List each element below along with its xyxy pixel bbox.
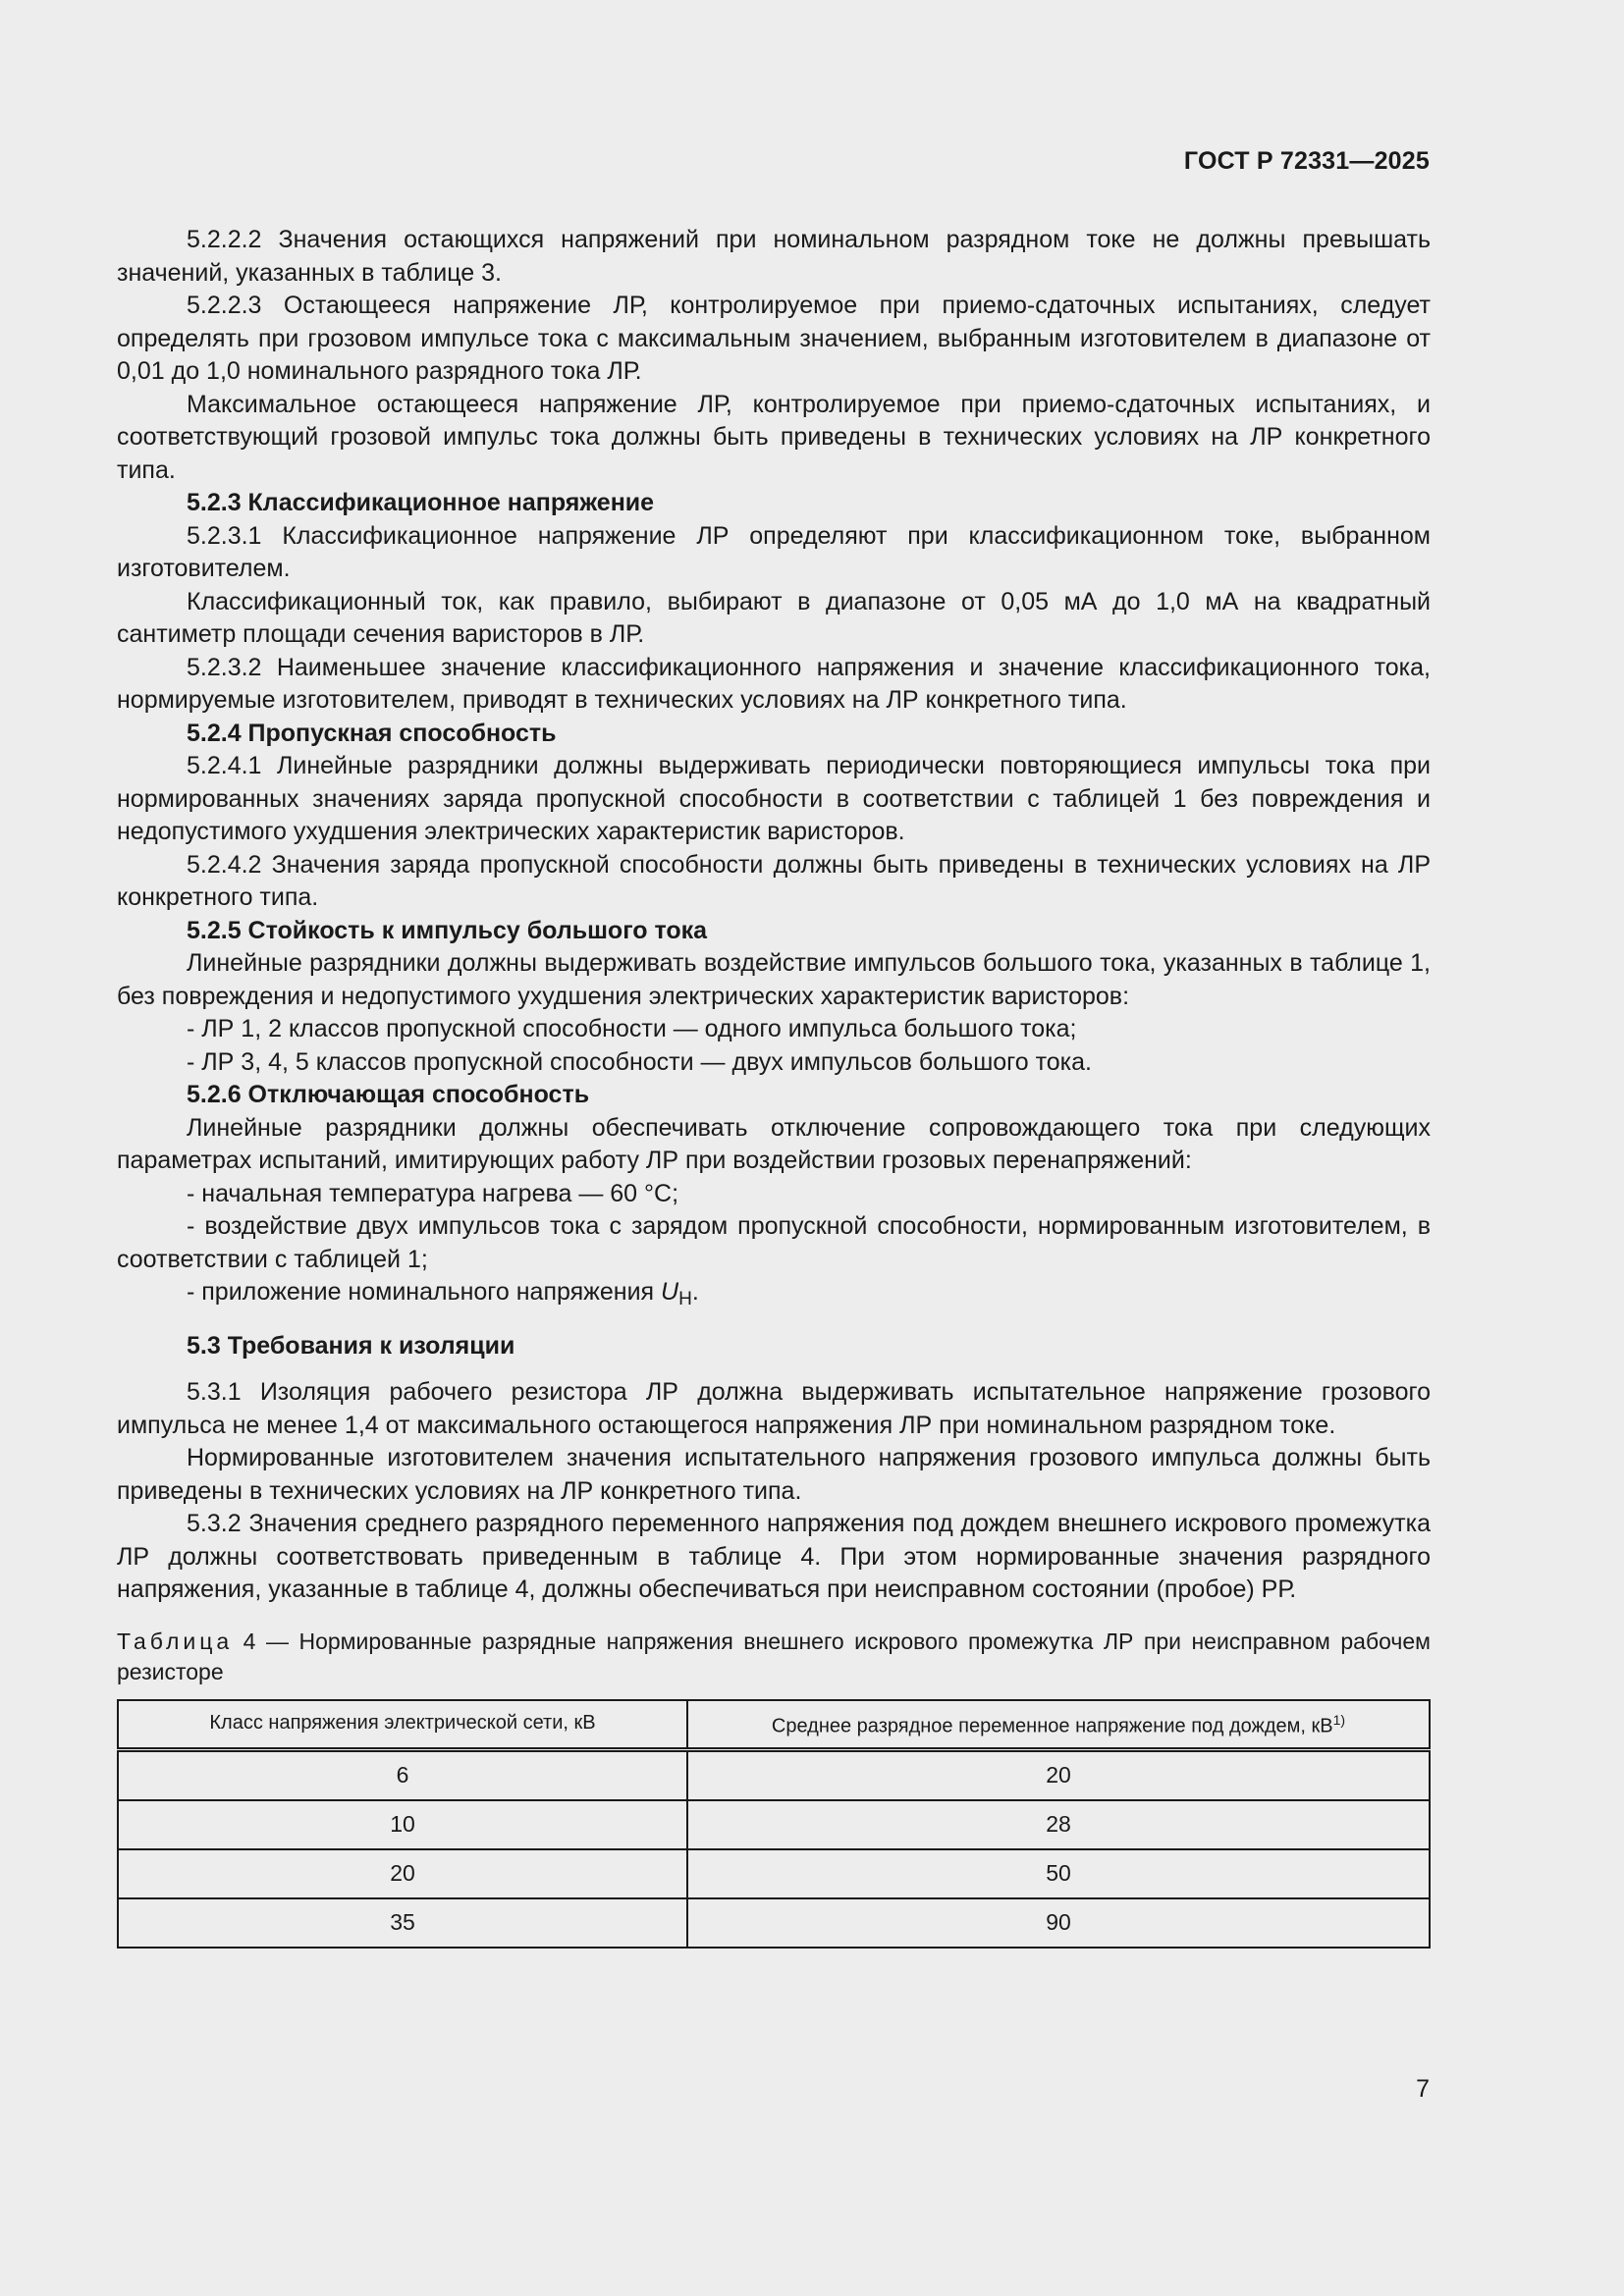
paragraph: Классификационный ток, как правило, выбирают в диапазоне от 0,05 мА до 1,0 мА на квадратный сантиметр площади сечения варисторов в ЛР. xyxy=(117,587,1431,648)
voltage-table xyxy=(117,1699,1431,1949)
cell-discharge-voltage: 28 xyxy=(687,1800,1430,1849)
paragraph: 5.3.1 Изоляция рабочего резистора ЛР должна выдерживать испытательное напряжение грозового импульса не менее 1,4 от максимального остающегося напряжения ЛР при номинальном разрядном токе. xyxy=(117,1378,1431,1439)
list-item: - ЛР 1, 2 классов пропускной способности — одного импульса большого тока; xyxy=(187,1015,1077,1042)
cell-discharge-voltage: 20 xyxy=(687,1749,1430,1800)
paragraph: Линейные разрядники должны обеспечивать отключение сопровождающего тока при следующих параметрах испытаний, имитирующих работу ЛР при воздействии грозовых перенапряжений: xyxy=(117,1113,1431,1174)
section-heading: 5.3 Требования к изоляции xyxy=(187,1331,515,1360)
table-caption-label: Таблица xyxy=(117,1628,234,1654)
subsection-heading: 5.2.4 Пропускная способность xyxy=(187,719,557,747)
list-item: - начальная температура нагрева — 60 °С; xyxy=(187,1179,679,1207)
table-caption xyxy=(117,1627,1431,1687)
cell-discharge-voltage: 90 xyxy=(687,1898,1430,1948)
paragraph: Нормированные изготовителем значения испытательного напряжения грозового импульса должны быть приведены в технических условиях на ЛР конкретного типа. xyxy=(117,1444,1431,1505)
voltage-symbol: U xyxy=(661,1278,679,1306)
footnote-ref: 1) xyxy=(1332,1711,1346,1728)
subsection-heading: 5.2.6 Отключающая способность xyxy=(187,1081,590,1108)
cell-voltage-class: 6 xyxy=(118,1749,687,1800)
table-row xyxy=(118,1800,1430,1849)
paragraph: 5.3.2 Значения среднего разрядного переменного напряжения под дождем внешнего искрового промежутка ЛР должны соответствовать приведенным в таблице 4. При этом нормированные значения разрядного напряжения, указанные в таблице 4, должны обеспечиваться при неисправном состоянии (пробое) РР. xyxy=(117,1510,1431,1603)
paragraph: 5.2.2.3 Остающееся напряжение ЛР, контролируемое при приемо-сдаточных испытаниях, следует определять при грозовом импульсе тока с максимальным значением, выбранным изготовителем в диапазоне от 0,01 до 1,0 номинального разрядного тока ЛР. xyxy=(117,292,1431,385)
column-header-discharge-voltage xyxy=(687,1700,1430,1750)
table-row xyxy=(118,1849,1430,1898)
paragraph: 5.2.3.1 Классификационное напряжение ЛР определяют при классификационном токе, выбранном изготовителем. xyxy=(117,521,1431,582)
cell-voltage-class: 10 xyxy=(118,1800,687,1849)
paragraph: 5.2.4.2 Значения заряда пропускной способности должны быть приведены в технических условиях на ЛР конкретного типа. xyxy=(117,850,1431,911)
list-item: - ЛР 3, 4, 5 классов пропускной способности — двух импульсов большого тока. xyxy=(187,1047,1092,1076)
paragraph: Линейные разрядники должны выдерживать воздействие импульсов большого тока, указанных в таблице 1, без повреждения и недопустимого ухудшения электрических характеристик варисторов: xyxy=(117,949,1431,1010)
table-caption-text: 4 — Нормированные разрядные напряжения внешнего искрового промежутка ЛР при неисправном рабочем резисторе xyxy=(117,1628,1431,1684)
page-number: 7 xyxy=(1416,2075,1430,2103)
document-number: ГОСТ Р 72331—2025 xyxy=(1183,147,1430,175)
table-row xyxy=(118,1898,1430,1948)
subsection-heading: 5.2.3 Классификационное напряжение xyxy=(187,489,655,516)
cell-voltage-class: 35 xyxy=(118,1898,687,1948)
subsection-heading: 5.2.5 Стойкость к импульсу большого тока xyxy=(187,916,708,944)
table-header-row xyxy=(118,1700,1430,1750)
column-header-text: Среднее разрядное переменное напряжение под дождем, кВ xyxy=(771,1715,1333,1737)
document-body xyxy=(117,224,1431,1949)
paragraph: 5.2.4.1 Линейные разрядники должны выдерживать периодически повторяющиеся импульсы тока при нормированных значениях заряда пропускной способности в соответствии с таблицей 1 без повреждения и недопустимого ухудшения электрических характеристик варисторов. xyxy=(117,752,1431,845)
cell-voltage-class: 20 xyxy=(118,1849,687,1898)
list-item-text: - приложение номинального напряжения xyxy=(187,1278,662,1306)
table-row xyxy=(118,1749,1430,1800)
list-item xyxy=(117,1276,1431,1316)
paragraph: 5.2.2.2 Значения остающихся напряжений при номинальном разрядном токе не должны превышать значений, указанных в таблице 3. xyxy=(117,226,1431,287)
cell-discharge-voltage: 50 xyxy=(687,1849,1430,1898)
paragraph: Максимальное остающееся напряжение ЛР, контролируемое при приемо-сдаточных испытаниях, и соответствующий грозовой импульс тока должны быть приведены в технических условиях на ЛР конкретного типа. xyxy=(117,390,1431,484)
paragraph: 5.2.3.2 Наименьшее значение классификационного напряжения и значение классификационного тока, нормируемые изготовителем, приводят в технических условиях на ЛР конкретного типа. xyxy=(117,653,1431,714)
list-item-end: . xyxy=(691,1278,699,1306)
column-header-voltage-class: Класс напряжения электрической сети, кВ xyxy=(118,1700,687,1750)
list-item: - воздействие двух импульсов тока с зарядом пропускной способности, нормированным изготовителем, в соответствии с таблицей 1; xyxy=(117,1212,1431,1273)
voltage-subscript: Н xyxy=(678,1289,692,1309)
